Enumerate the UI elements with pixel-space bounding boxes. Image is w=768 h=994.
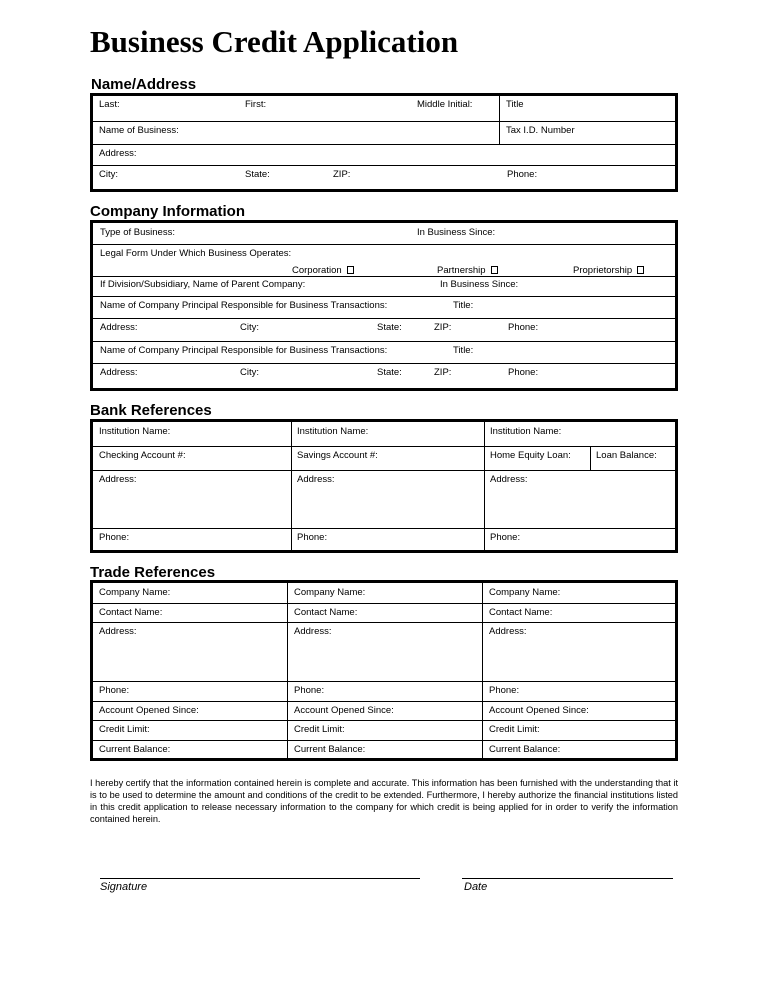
trade-3-account-opened-field[interactable]: Account Opened Since: xyxy=(489,705,589,716)
trade-3-current-balance-field[interactable]: Current Balance: xyxy=(489,744,561,755)
state-field[interactable]: State: xyxy=(245,169,270,180)
trade-2-contact-field[interactable]: Contact Name: xyxy=(294,607,358,618)
principal-1-phone-field[interactable]: Phone: xyxy=(508,322,539,333)
partnership-checkbox[interactable] xyxy=(491,266,498,274)
section-heading-bank-refs: Bank References xyxy=(90,402,212,419)
tax-id-field[interactable]: Tax I.D. Number xyxy=(506,125,575,136)
principal-1-city-field[interactable]: City: xyxy=(240,322,259,333)
trade-refs-box xyxy=(90,580,678,761)
bank-1-phone-field[interactable]: Phone: xyxy=(99,532,130,543)
checking-account-field[interactable]: Checking Account #: xyxy=(99,450,186,461)
partnership-option[interactable] xyxy=(437,265,498,276)
trade-1-account-opened-field[interactable]: Account Opened Since: xyxy=(99,705,199,716)
principal-2-name-field[interactable]: Name of Company Principal Responsible for Business Transactions: xyxy=(100,345,388,356)
principal-1-title-field[interactable]: Title: xyxy=(453,300,474,311)
proprietorship-label: Proprietorship xyxy=(573,265,633,276)
bank-2-institution-field[interactable]: Institution Name: xyxy=(297,426,369,437)
company-info-box xyxy=(90,220,678,391)
trade-3-phone-field[interactable]: Phone: xyxy=(489,685,520,696)
principal-2-zip-field[interactable]: ZIP: xyxy=(434,367,452,378)
section-heading-trade-refs: Trade References xyxy=(90,564,216,581)
principal-2-state-field[interactable]: State: xyxy=(377,367,402,378)
page-title: Business Credit Application xyxy=(90,24,459,59)
loan-balance-field[interactable]: Loan Balance: xyxy=(596,450,657,461)
parent-company-field[interactable]: If Division/Subsidiary, Name of Parent Company: xyxy=(100,279,306,290)
title-field[interactable]: Title xyxy=(506,99,524,110)
zip-field[interactable]: ZIP: xyxy=(333,169,351,180)
name-address-box xyxy=(90,93,678,192)
trade-3-contact-field[interactable]: Contact Name: xyxy=(489,607,553,618)
principal-1-address-field[interactable]: Address: xyxy=(100,322,138,333)
date-label: Date xyxy=(464,881,488,893)
bank-3-phone-field[interactable]: Phone: xyxy=(490,532,521,543)
legal-form-label: Legal Form Under Which Business Operates: xyxy=(100,248,292,259)
signature-label: Signature xyxy=(100,881,148,893)
trade-3-address-field[interactable]: Address: xyxy=(489,626,527,637)
savings-account-field[interactable]: Savings Account #: xyxy=(297,450,378,461)
date-line[interactable] xyxy=(462,878,673,879)
section-heading-name-address: Name/Address xyxy=(91,76,197,93)
principal-1-zip-field[interactable]: ZIP: xyxy=(434,322,452,333)
corporation-label: Corporation xyxy=(292,265,342,276)
trade-1-current-balance-field[interactable]: Current Balance: xyxy=(99,744,171,755)
business-name-field[interactable]: Name of Business: xyxy=(99,125,179,136)
corporation-option[interactable] xyxy=(292,265,354,276)
signature-line[interactable] xyxy=(100,878,420,879)
principal-2-title-field[interactable]: Title: xyxy=(453,345,474,356)
trade-2-current-balance-field[interactable]: Current Balance: xyxy=(294,744,366,755)
principal-2-phone-field[interactable]: Phone: xyxy=(508,367,539,378)
trade-2-address-field[interactable]: Address: xyxy=(294,626,332,637)
phone-field[interactable]: Phone: xyxy=(507,169,538,180)
principal-1-name-field[interactable]: Name of Company Principal Responsible for Business Transactions: xyxy=(100,300,388,311)
bank-3-address-field[interactable]: Address: xyxy=(490,474,528,485)
bank-1-address-field[interactable]: Address: xyxy=(99,474,137,485)
middle-initial-field[interactable]: Middle Initial: xyxy=(417,99,473,110)
certification-statement: I hereby certify that the information contained herein is complete and accurate. This information has been furnished with the understanding that it is to be used to determine the amount and conditions of the credit to be extended. Furthermore, I hereby authorize the financial institutions listed in this credit application to release necessary information to the company for which credit is being applied for in order to verify the information contained herein. xyxy=(90,778,678,824)
city-field[interactable]: City: xyxy=(99,169,118,180)
home-equity-loan-field[interactable]: Home Equity Loan: xyxy=(490,450,571,461)
proprietorship-checkbox[interactable] xyxy=(637,266,644,274)
trade-2-credit-limit-field[interactable]: Credit Limit: xyxy=(294,724,345,735)
trade-2-phone-field[interactable]: Phone: xyxy=(294,685,325,696)
bank-2-address-field[interactable]: Address: xyxy=(297,474,335,485)
proprietorship-option[interactable] xyxy=(573,265,644,276)
type-of-business-field[interactable]: Type of Business: xyxy=(100,227,175,238)
trade-1-phone-field[interactable]: Phone: xyxy=(99,685,130,696)
trade-2-company-field[interactable]: Company Name: xyxy=(294,587,366,598)
bank-1-institution-field[interactable]: Institution Name: xyxy=(99,426,171,437)
bank-3-institution-field[interactable]: Institution Name: xyxy=(490,426,562,437)
first-name-field[interactable]: First: xyxy=(245,99,267,110)
partnership-label: Partnership xyxy=(437,265,486,276)
trade-3-credit-limit-field[interactable]: Credit Limit: xyxy=(489,724,540,735)
trade-1-address-field[interactable]: Address: xyxy=(99,626,137,637)
principal-2-address-field[interactable]: Address: xyxy=(100,367,138,378)
principal-2-city-field[interactable]: City: xyxy=(240,367,259,378)
last-name-field[interactable]: Last: xyxy=(99,99,120,110)
principal-1-state-field[interactable]: State: xyxy=(377,322,402,333)
bank-refs-box xyxy=(90,419,678,553)
trade-1-company-field[interactable]: Company Name: xyxy=(99,587,171,598)
bank-2-phone-field[interactable]: Phone: xyxy=(297,532,328,543)
trade-3-company-field[interactable]: Company Name: xyxy=(489,587,561,598)
corporation-checkbox[interactable] xyxy=(347,266,354,274)
parent-in-business-since-field[interactable]: In Business Since: xyxy=(440,279,519,290)
trade-1-contact-field[interactable]: Contact Name: xyxy=(99,607,163,618)
in-business-since-field[interactable]: In Business Since: xyxy=(417,227,496,238)
trade-2-account-opened-field[interactable]: Account Opened Since: xyxy=(294,705,394,716)
section-heading-company-info: Company Information xyxy=(90,203,246,220)
trade-1-credit-limit-field[interactable]: Credit Limit: xyxy=(99,724,150,735)
address-field[interactable]: Address: xyxy=(99,148,137,159)
